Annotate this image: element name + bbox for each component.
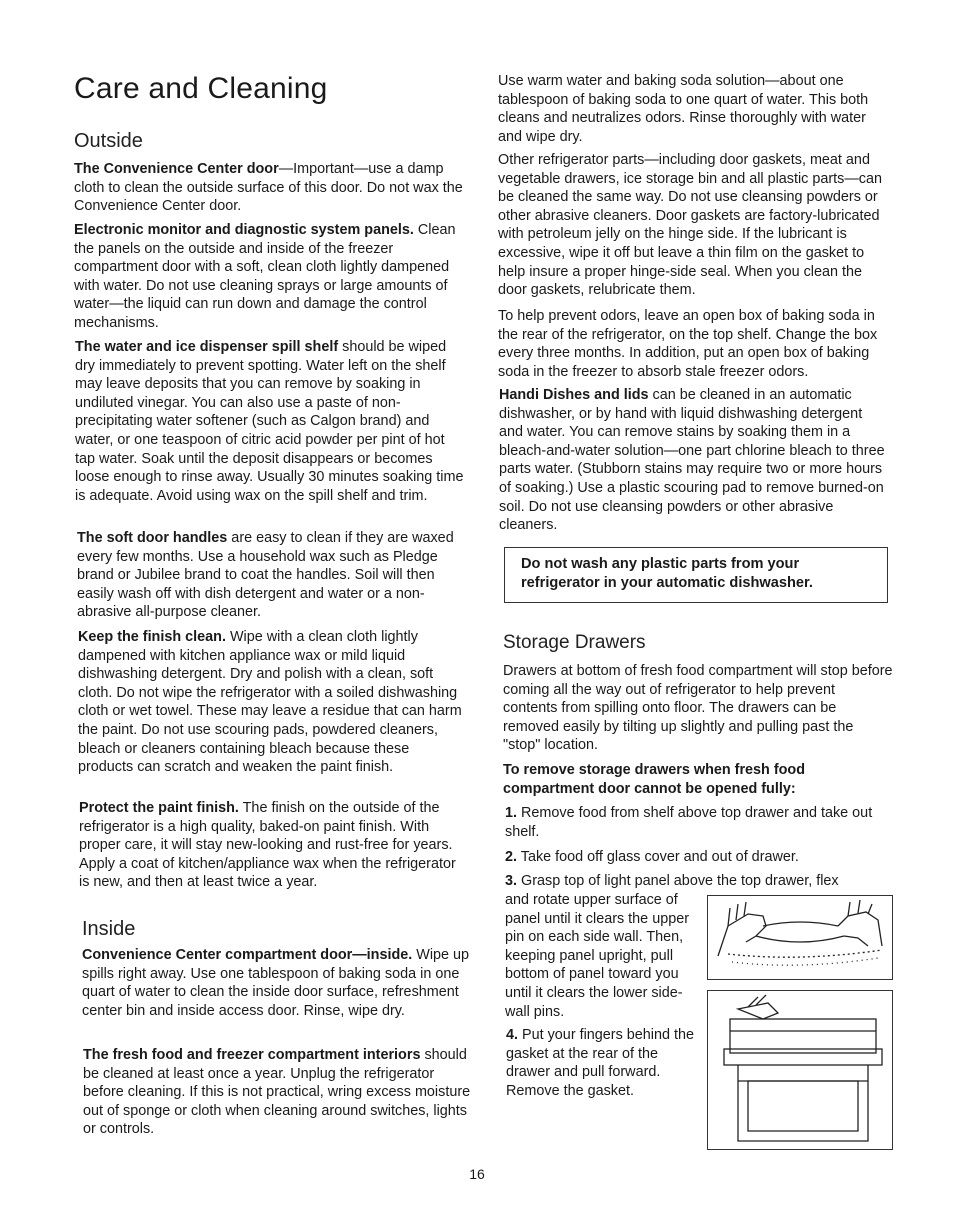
outside-p1-head: The Convenience Center door — [74, 161, 279, 177]
outside-p3-text: should be wiped dry immediately to prevent spotting. Water left on the shelf may leave deposits that you can remove by soaking in undiluted vinegar. You can also use a paste of non-precipitating water softener (such as Calgon brand) and water, or one teaspoon of citric acid powder per pint of hot tap water. Soak until the deposit disappears or becomes loose enough to rinse away. Usually 30 minutes soaking time is adequate. Avoid using wax on the spill shelf and trim. — [75, 339, 464, 504]
outside-p5-text: Wipe with a clean cloth lightly dampened with kitchen appliance wax or mild liquid dishwashing detergent. Dry and polish with a clean, soft cloth. Do not wipe the refrigerator with a soiled dishwashing cloth or wet towel. These may leave a residue that can harm the paint. Do not use scouring pads, powdered cleaners, bleach or cleaners containing bleach because these products can scratch and weaken the paint finish. — [78, 629, 462, 776]
inside-p1-head: Convenience Center compartment door—inside. — [82, 947, 413, 963]
step-1-text: Remove food from shelf above top drawer and take out shelf. — [505, 805, 873, 840]
outside-p4-text: are easy to clean if they are waxed every few months. Use a household wax such as Pledge brand or Jubilee brand to coat the handles. Soil will then easily wash off with dish detergent and water or a non-abrasive all-purpose cleaner. — [77, 530, 454, 621]
warning-box: Do not wash any plastic parts from your refrigerator in your automatic dishwasher. — [504, 547, 888, 603]
outside-paragraph-5 — [78, 628, 468, 777]
outside-paragraph-6 — [79, 799, 469, 892]
outside-p6-head: Protect the paint finish. — [79, 800, 239, 816]
storage-step-1 — [505, 804, 885, 841]
right-paragraph-2: Other refrigerator parts—including door gaskets, meat and vegetable drawers, ice storage bin and all plastic parts—can be cleaned the same way. Do not use cleansing powders or other abrasive cleaners. Door gaskets are factory-lubricated with petroleum jelly on the hinge side. If the lubricant is excessive, wipe it off but leave a thin film on the gasket to help insure a proper hinge-side seal. When you clean the door gaskets, relubricate them. — [498, 152, 882, 299]
storage-step-3b: and rotate upper surface of panel until it clears the upper pin on each side wall. Then, keeping panel upright, pull bottom of panel toward you until it clears the lower side-wall pins. — [505, 892, 689, 1020]
storage-step-2 — [505, 848, 885, 867]
storage-step-4 — [506, 1026, 704, 1100]
hands-panel-icon — [708, 896, 892, 979]
drawer-icon — [708, 991, 892, 1149]
inside-paragraph-2 — [83, 1046, 473, 1139]
step-3-text-a: Grasp top of light panel above the top drawer, flex — [517, 873, 839, 889]
step-4-text: Put your fingers behind the gasket at the rear of the drawer and pull forward. Remove the gasket. — [506, 1027, 695, 1099]
storage-subheading: To remove storage drawers when fresh food compartment door cannot be opened fully: — [503, 762, 806, 797]
inside-p1-text: Wipe up spills right away. Use one tablespoon of baking soda in one quart of water to clean the inside door surface, refreshment center bin and inside access door. Rinse, wipe dry. — [82, 947, 470, 1019]
page-title: Care and Cleaning — [74, 72, 328, 105]
step-3-number: 3. — [505, 873, 518, 889]
outside-p3-head: The water and ice dispenser spill shelf — [75, 339, 339, 355]
inside-p2-text: should be cleaned at least once a year. Unplug the refrigerator before cleaning. If this is not practical, wring excess moisture out of sponge or cloth when cleaning around switches, lights or controls. — [83, 1047, 471, 1138]
right-p4-text: can be cleaned in an automatic dishwasher, or by hand with liquid dishwashing detergent and water. You can remove stains by soaking them in a bleach-and-water solution—one part chlorine bleach to three parts water. (Stubborn stains may require two or more hours of soaking.) Use a plastic scouring pad to remove burned-on soil. Do not use cleansing powders or other abrasive cleaners. — [499, 387, 885, 534]
right-paragraph-1: Use warm water and baking soda solution—about one tablespoon of baking soda to one quart of water. This both cleans and neutralizes odors. Rinse thoroughly with water and wipe dry. — [498, 73, 869, 145]
inside-heading: Inside — [82, 918, 136, 940]
step-2-text: Take food off glass cover and out of drawer. — [517, 849, 799, 865]
outside-p5-head: Keep the finish clean. — [78, 629, 226, 645]
drawer-gasket-illustration — [707, 990, 893, 1150]
inside-paragraph-1 — [82, 946, 472, 1020]
outside-heading: Outside — [74, 130, 143, 152]
outside-p6-text: The finish on the outside of the refrigerator is a high quality, baked-on paint finish. With proper care, it will stay new-looking and rust-free for years. Apply a coat of kitchen/appliance wax when the refrigerator is new, and then at least twice a year. — [79, 800, 456, 891]
outside-p4-head: The soft door handles — [77, 530, 228, 546]
step-4-number: 4. — [506, 1027, 519, 1043]
storage-step-3a — [505, 872, 885, 891]
outside-paragraph-1 — [74, 160, 464, 216]
light-panel-illustration — [707, 895, 893, 980]
page-number: 16 — [469, 1166, 485, 1182]
step-1-number: 1. — [505, 805, 518, 821]
storage-heading: Storage Drawers — [503, 632, 646, 653]
right-paragraph-3: To help prevent odors, leave an open box of baking soda in the rear of the refrigerator, on the top shelf. Change the box every three months. In addition, put an open box of baking soda in the freezer to absorb stale freezer odors. — [498, 308, 878, 380]
outside-p2-text: Clean the panels on the outside and inside of the freezer compartment door with a soft, clean cloth lightly dampened with water. Do not use cleaning sprays or large amounts of water—the liquid can run down and damage the control mechanisms. — [74, 222, 456, 331]
outside-paragraph-3 — [75, 338, 467, 505]
outside-paragraph-2 — [74, 221, 464, 333]
right-paragraph-4 — [499, 386, 889, 535]
inside-p2-head: The fresh food and freezer compartment interiors — [83, 1047, 421, 1063]
right-p4-head: Handi Dishes and lids — [499, 387, 649, 403]
outside-p1-text: —Important—use a damp cloth to clean the outside surface of this door. Do not wax the Convenience Center door. — [74, 161, 463, 215]
outside-paragraph-4 — [77, 529, 467, 622]
step-2-number: 2. — [505, 849, 518, 865]
outside-p2-head: Electronic monitor and diagnostic system panels. — [74, 222, 414, 238]
storage-paragraph-1: Drawers at bottom of fresh food compartment will stop before coming all the way out of refrigerator to help prevent contents from spilling onto floor. The drawers can be removed easily by tilting up slightly and pulling past the "stop" location. — [503, 663, 893, 754]
